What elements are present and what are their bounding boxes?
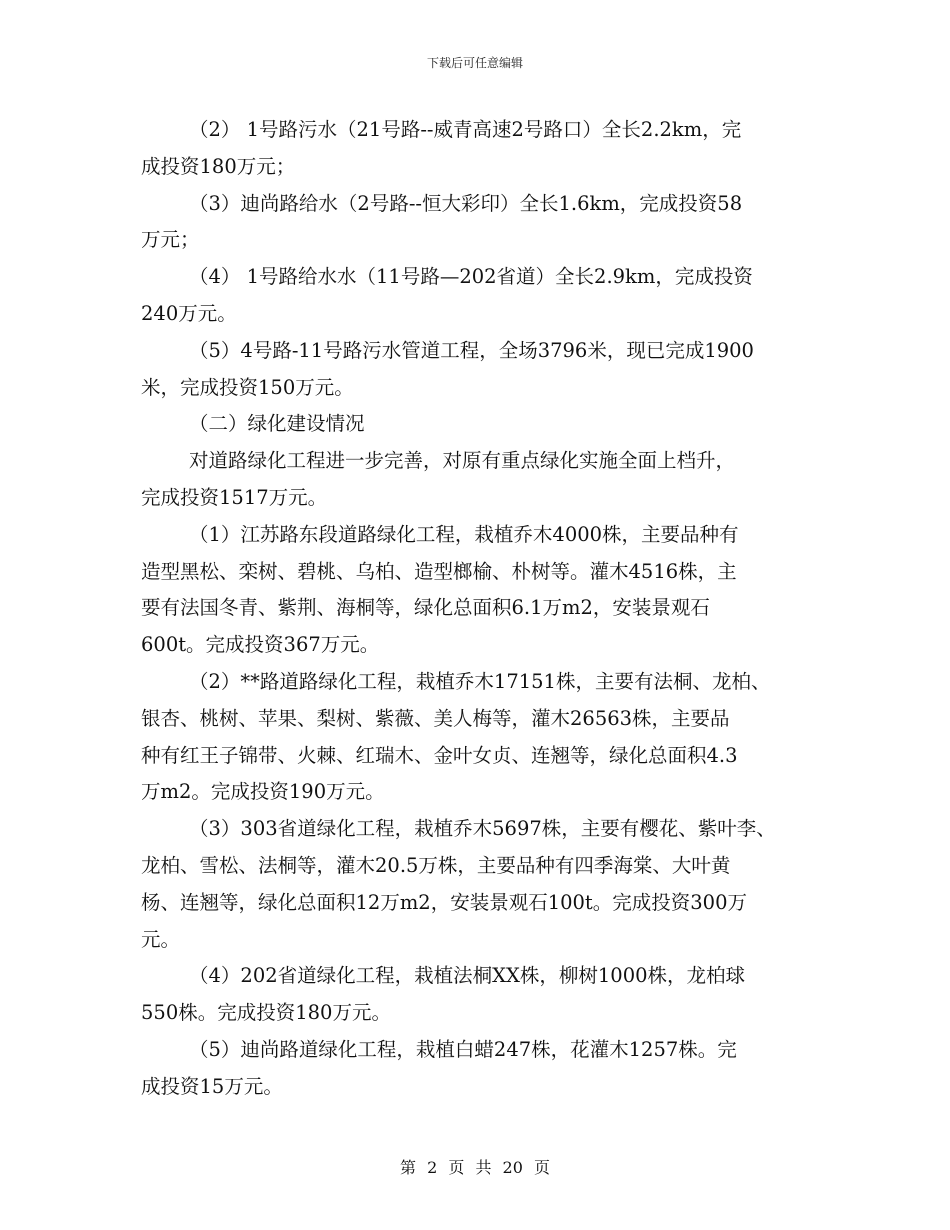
text-line: （4） 1号路给水水（11号路—202省道）全长2.9km，完成投资 bbox=[189, 265, 753, 289]
text-line: （二）绿化建设情况 bbox=[189, 412, 365, 436]
text-line: 杨、连翘等，绿化总面积12万m2，安装景观石100t。完成投资300万 bbox=[141, 890, 747, 914]
text-line: （3）303省道绿化工程，栽植乔木5697株，主要有樱花、紫叶李、 bbox=[189, 817, 776, 841]
text-line: 对道路绿化工程进一步完善，对原有重点绿化实施全面上档升， bbox=[189, 449, 736, 473]
text-line: 完成投资1517万元。 bbox=[141, 485, 328, 509]
text-line: （2）**路道路绿化工程，栽植乔木17151株，主要有法桐、龙柏、 bbox=[189, 669, 771, 693]
text-line: 600t。完成投资367万元。 bbox=[141, 633, 380, 657]
text-line: 造型黑松、栾树、碧桃、乌柏、造型榔榆、朴树等。灌木4516株，主 bbox=[141, 559, 737, 583]
page-header: 下载后可任意编辑 bbox=[426, 56, 523, 70]
text-line: 成投资15万元。 bbox=[141, 1074, 283, 1098]
page-number-footer: 第 2 页 共 20 页 bbox=[400, 1158, 550, 1177]
text-line: 米，完成投资150万元。 bbox=[141, 375, 354, 399]
text-line: （3）迪尚路给水（2号路--恒大彩印）全长1.6km，完成投资58 bbox=[189, 191, 743, 215]
text-line: 550株。完成投资180万元。 bbox=[141, 1001, 391, 1025]
text-line: 龙柏、雪松、法桐等，灌木20.5万株，主要品种有四季海棠、大叶黄 bbox=[141, 853, 731, 877]
text-line: 银杏、桃树、苹果、梨树、紫薇、美人梅等，灌木26563株，主要品 bbox=[141, 706, 730, 730]
text-line: （5）迪尚路道绿化工程，栽植白蜡247株，花灌木1257株。完 bbox=[189, 1037, 737, 1061]
text-line: 成投资180万元； bbox=[141, 154, 296, 178]
text-line: （4）202省道绿化工程，栽植法桐XX株，柳树1000株，龙柏球 bbox=[189, 964, 746, 988]
text-line: 万m2。完成投资190万元。 bbox=[141, 780, 385, 804]
text-line: 要有法国冬青、紫荆、海桐等，绿化总面积6.1万m2，安装景观石 bbox=[141, 596, 710, 620]
text-line: （1）江苏路东段道路绿化工程，栽植乔木4000株，主要品种有 bbox=[189, 522, 739, 546]
text-line: 种有红王子锦带、火棘、红瑞木、金叶女贞、连翘等，绿化总面积4.3 bbox=[141, 743, 738, 767]
text-line: 万元； bbox=[141, 228, 200, 252]
document-body bbox=[141, 112, 831, 1106]
text-line: （5）4号路-11号路污水管道工程，全场3796米，现已完成1900 bbox=[189, 338, 754, 362]
text-line: 元。 bbox=[141, 927, 181, 951]
text-line: 240万元。 bbox=[141, 301, 237, 325]
text-line: （2） 1号路污水（21号路--威青高速2号路口）全长2.2km，完 bbox=[189, 118, 742, 141]
